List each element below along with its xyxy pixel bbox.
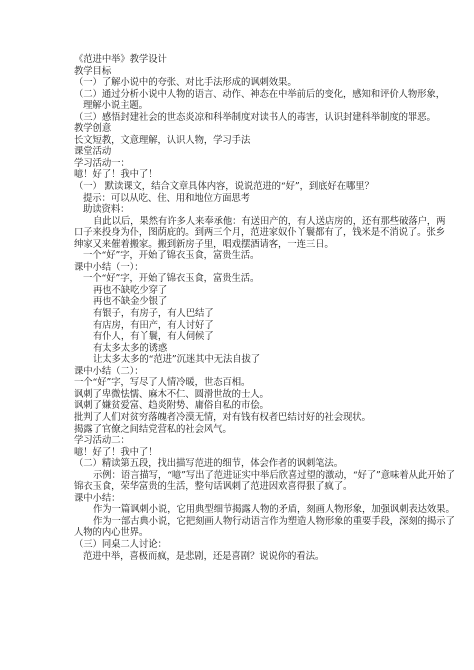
text-line: 绅家又来催着搬家。搬到新房子里，唱戏摆酒请客，一连三日。 [74, 238, 334, 250]
text-line: 批判了人们对贫穷落魄者冷漠无情，对有钱有权者巴结讨好的社会现状。 [74, 411, 371, 423]
text-line: （三）感悟封建社会的世态炎凉和科举制度对读书人的毒害，认识封建科举制度的罪恶。 [74, 111, 436, 123]
text-line: 教学目标 [74, 65, 112, 77]
text-line: 作为一篇讽刺小说，它用典型细节揭露人物的矛盾，刻画人物形象，加强讽刺表达效果。 [93, 504, 455, 516]
text-line: 范进中举，喜极而疯，是悲剧，还是喜剧？说说你的看法。 [83, 550, 325, 562]
text-line: 揭露了官僚之间结党营私的社会风气。 [74, 423, 232, 435]
text-line: 让太多太多的“范进”沉迷其中无法自拔了 [93, 354, 261, 366]
text-line: 示例：语言描写，“噫”写出了范进证实中举后欣喜过望的激动，“好了”意味着从此开始了 [93, 469, 455, 481]
text-line: （一） 默读课文，结合文章具体内容，说说范进的“好”，到底好在哪里？ [74, 181, 374, 193]
text-line: 有银子，有房子，有人巴结了 [93, 308, 214, 320]
text-line: 《范进中举》教学设计 [74, 54, 167, 65]
text-line: 教学创意 [74, 123, 112, 135]
text-line: 讽刺了卑微怯懦、麻木不仁、圆滑世故的士人。 [74, 388, 269, 400]
text-line: （三）同桌二人讨论： [74, 538, 167, 550]
text-line: （一）了解小说中的夸张、对比手法形成的讽刺效果。 [74, 77, 297, 89]
text-line: 有店房，有田产，有人讨好了 [93, 319, 214, 331]
text-line: 助读资料： [83, 204, 130, 216]
text-line: 人物的内心世界。 [74, 527, 149, 539]
text-line: 一个“好”字，开始了锦衣玉食，富贵生活。 [83, 250, 260, 262]
text-line: 课堂活动 [74, 146, 112, 158]
text-line: 自此以后，果然有许多人来奉承他：有送田产的，有人送店房的，还有那些破落户，两 [93, 215, 446, 227]
text-line: （二）精读第五段，找出描写范进的细节，体会作者的讽刺笔法。 [74, 458, 343, 470]
text-line: 课中小结： [74, 492, 121, 504]
text-line: 长文短教，文意理解，认识人物，学习手法 [74, 134, 251, 146]
text-line: 学习活动一： [74, 157, 130, 169]
text-line: 课中小结（一）： [74, 261, 144, 273]
document-body [74, 54, 455, 562]
text-line: 提示：可以从吃、住、用和地位方面思考 [83, 192, 250, 204]
text-line: 课中小结（二）： [74, 365, 144, 377]
text-line: 有仆人，有丫鬟，有人伺候了 [93, 331, 214, 343]
text-line: 噫！好了！我中了！ [74, 446, 158, 458]
text-line: 一个“好”字，开始了锦衣玉食，富贵生活。 [83, 273, 260, 285]
text-line: 再也不缺金少银了 [93, 296, 168, 308]
text-line: 讽刺了嫌贫爱富、趋炎附势、庸俗自私的市侩。 [74, 400, 269, 412]
text-line: 再也不缺吃少穿了 [93, 284, 168, 296]
text-line: 噫！好了！我中了！ [74, 169, 158, 181]
text-line: 有太多太多的诱惑 [93, 342, 168, 354]
text-line: 理解小说主题。 [83, 100, 148, 112]
text-line: 作为一部古典小说，它把刻画人物行动语言作为塑造人物形象的重要手段，深刻的揭示了 [93, 515, 455, 527]
text-line: 口子来投身为仆，图荫庇的。到两三个月，范进家奴仆丫鬟都有了，钱米是不消说了。张乡 [74, 227, 446, 239]
text-line: 学习活动二： [74, 435, 130, 447]
text-line: （二）通过分析小说中人物的语言、动作、神态在中举前后的变化，感知和评价人物形象， [74, 88, 446, 100]
text-line: 锦衣玉食，荣华富贵的生活，整句话讽刺了范进因欢喜得狠了疯了。 [74, 481, 353, 493]
text-line: 一个“好”字，写尽了人情冷暖，世态百相。 [74, 377, 251, 389]
